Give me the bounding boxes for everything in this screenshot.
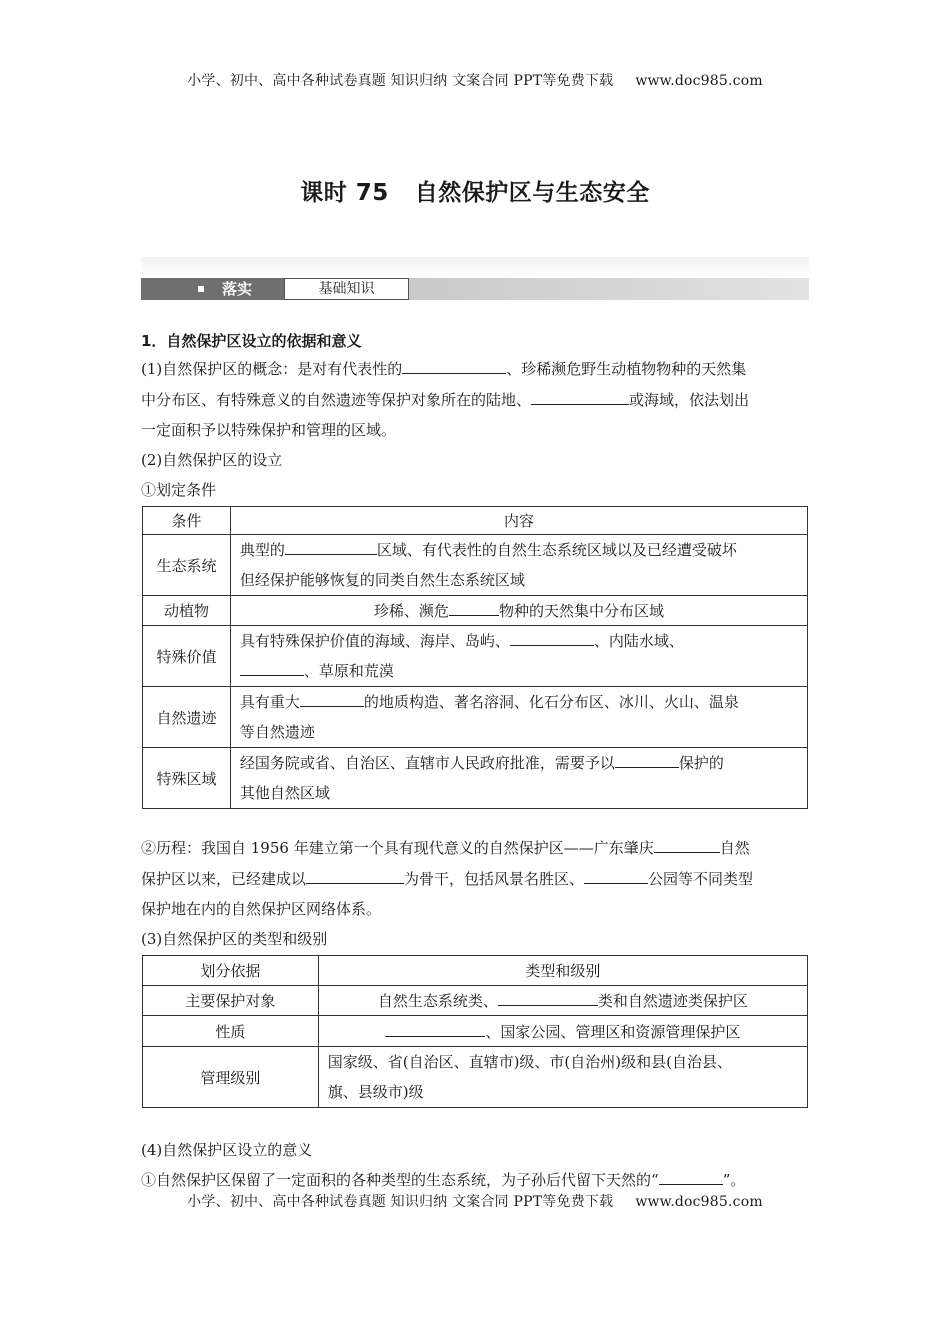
fill-blank[interactable]: [306, 869, 404, 884]
fill-blank[interactable]: [659, 1170, 723, 1185]
table-header-cell: 划分依据: [143, 956, 319, 986]
row-label: 性质: [143, 1016, 319, 1047]
subsection-subheading: ①划定条件: [141, 481, 217, 499]
subsection-heading: (2)自然保护区的设立: [141, 451, 283, 469]
fill-blank[interactable]: [615, 753, 679, 768]
history-line-1: ②历程：我国自 1956 年建立第一个具有现代意义的自然保护区——广东肇庆 自然: [141, 839, 750, 857]
row-label: 自然遗迹: [143, 687, 231, 748]
table-row: [143, 596, 808, 626]
concept-line-3: 一定面积予以特殊保护和管理的区域。: [141, 421, 397, 439]
table-row: [143, 748, 808, 809]
row-content: 、国家公园、管理区和资源管理保护区: [318, 1016, 807, 1047]
row-label: 特殊价值: [143, 626, 231, 687]
title-number: 课时 75: [300, 180, 389, 206]
table-header-cell: 内容: [230, 507, 807, 535]
table-row: [143, 687, 808, 748]
criteria-table: [142, 506, 808, 809]
row-content: 典型的 区域、有代表性的自然生态系统区域以及已经遭受破坏 但经保护能够恢复的同类自然生态系统区域: [230, 535, 807, 596]
title-name: 自然保护区与生态安全: [414, 180, 650, 206]
fill-blank[interactable]: [531, 390, 629, 405]
table-row: [143, 1016, 808, 1047]
fill-blank[interactable]: [510, 631, 594, 646]
row-label: 动植物: [143, 596, 231, 626]
row-content: 具有特殊保护价值的海域、海岸、岛屿、 、内陆水域、 、草原和荒漠: [230, 626, 807, 687]
table-header-row: [143, 956, 808, 986]
table-row: [143, 535, 808, 596]
fill-blank[interactable]: [449, 601, 499, 616]
subsection-heading: (4)自然保护区设立的意义: [141, 1141, 313, 1159]
table-header-row: [143, 507, 808, 535]
row-label: 特殊区域: [143, 748, 231, 809]
fill-blank[interactable]: [385, 1022, 485, 1037]
fill-blank[interactable]: [584, 869, 648, 884]
page-title: [0, 174, 950, 207]
section-banner: [141, 257, 809, 303]
fill-blank[interactable]: [285, 540, 377, 555]
row-label: 主要保护对象: [143, 986, 319, 1016]
table-row: [143, 1047, 808, 1108]
footer-site[interactable]: www.doc985.com: [635, 1194, 763, 1210]
row-label: 生态系统: [143, 535, 231, 596]
page-header: [0, 70, 950, 90]
table-row: [143, 986, 808, 1016]
row-content: 珍稀、濒危 物种的天然集中分布区域: [230, 596, 807, 626]
concept-line-2: 中分布区、有特殊意义的自然遗迹等保护对象所在的陆地、 或海域，依法划出: [141, 391, 750, 409]
history-line-3: 保护地在内的自然保护区网络体系。: [141, 900, 382, 918]
row-content: 国家级、省(自治区、直辖市)级、市(自治州)级和县(自治县、 旗、县级市)级: [318, 1047, 807, 1108]
subsection-heading: (3)自然保护区的类型和级别: [141, 930, 328, 948]
table-row: [143, 626, 808, 687]
header-text: 小学、初中、高中各种试卷真题 知识归纳 文案合同 PPT等免费下载: [187, 73, 614, 89]
fill-blank[interactable]: [498, 991, 598, 1006]
banner-label-box: [141, 278, 284, 300]
fill-blank[interactable]: [300, 692, 364, 707]
footer-text: 小学、初中、高中各种试卷真题 知识归纳 文案合同 PPT等免费下载: [187, 1194, 614, 1210]
table-header-cell: 类型和级别: [318, 956, 807, 986]
row-label: 管理级别: [143, 1047, 319, 1108]
page-footer: [0, 1191, 950, 1211]
fill-blank[interactable]: [402, 359, 506, 374]
history-line-2: 保护区以来，已经建成以 为骨干，包括风景名胜区、 公园等不同类型: [141, 870, 754, 888]
header-site[interactable]: www.doc985.com: [635, 73, 763, 89]
concept-line-1: (1)自然保护区的概念：是对有代表性的 、珍稀濒危野生动植物物种的天然集: [141, 360, 747, 378]
table-header-cell: 条件: [143, 507, 231, 535]
row-content: 具有重大 的地质构造、著名溶洞、化石分布区、冰川、火山、温泉 等自然遗迹: [230, 687, 807, 748]
square-bullet-icon: [198, 286, 204, 292]
types-table: [142, 955, 808, 1108]
significance-line-1: ①自然保护区保留了一定面积的各种类型的生态系统，为子孙后代留下天然的“ ”。: [141, 1171, 746, 1189]
section-heading: 1．自然保护区设立的依据和意义: [141, 332, 362, 350]
banner-label: 落实: [222, 280, 253, 298]
fill-blank[interactable]: [240, 661, 304, 676]
row-content: 经国务院或省、自治区、直辖市人民政府批准，需要予以 保护的 其他自然区域: [230, 748, 807, 809]
banner-tab: 基础知识: [284, 278, 409, 300]
fill-blank[interactable]: [654, 838, 720, 853]
row-content: 自然生态系统类、 类和自然遗迹类保护区: [318, 986, 807, 1016]
